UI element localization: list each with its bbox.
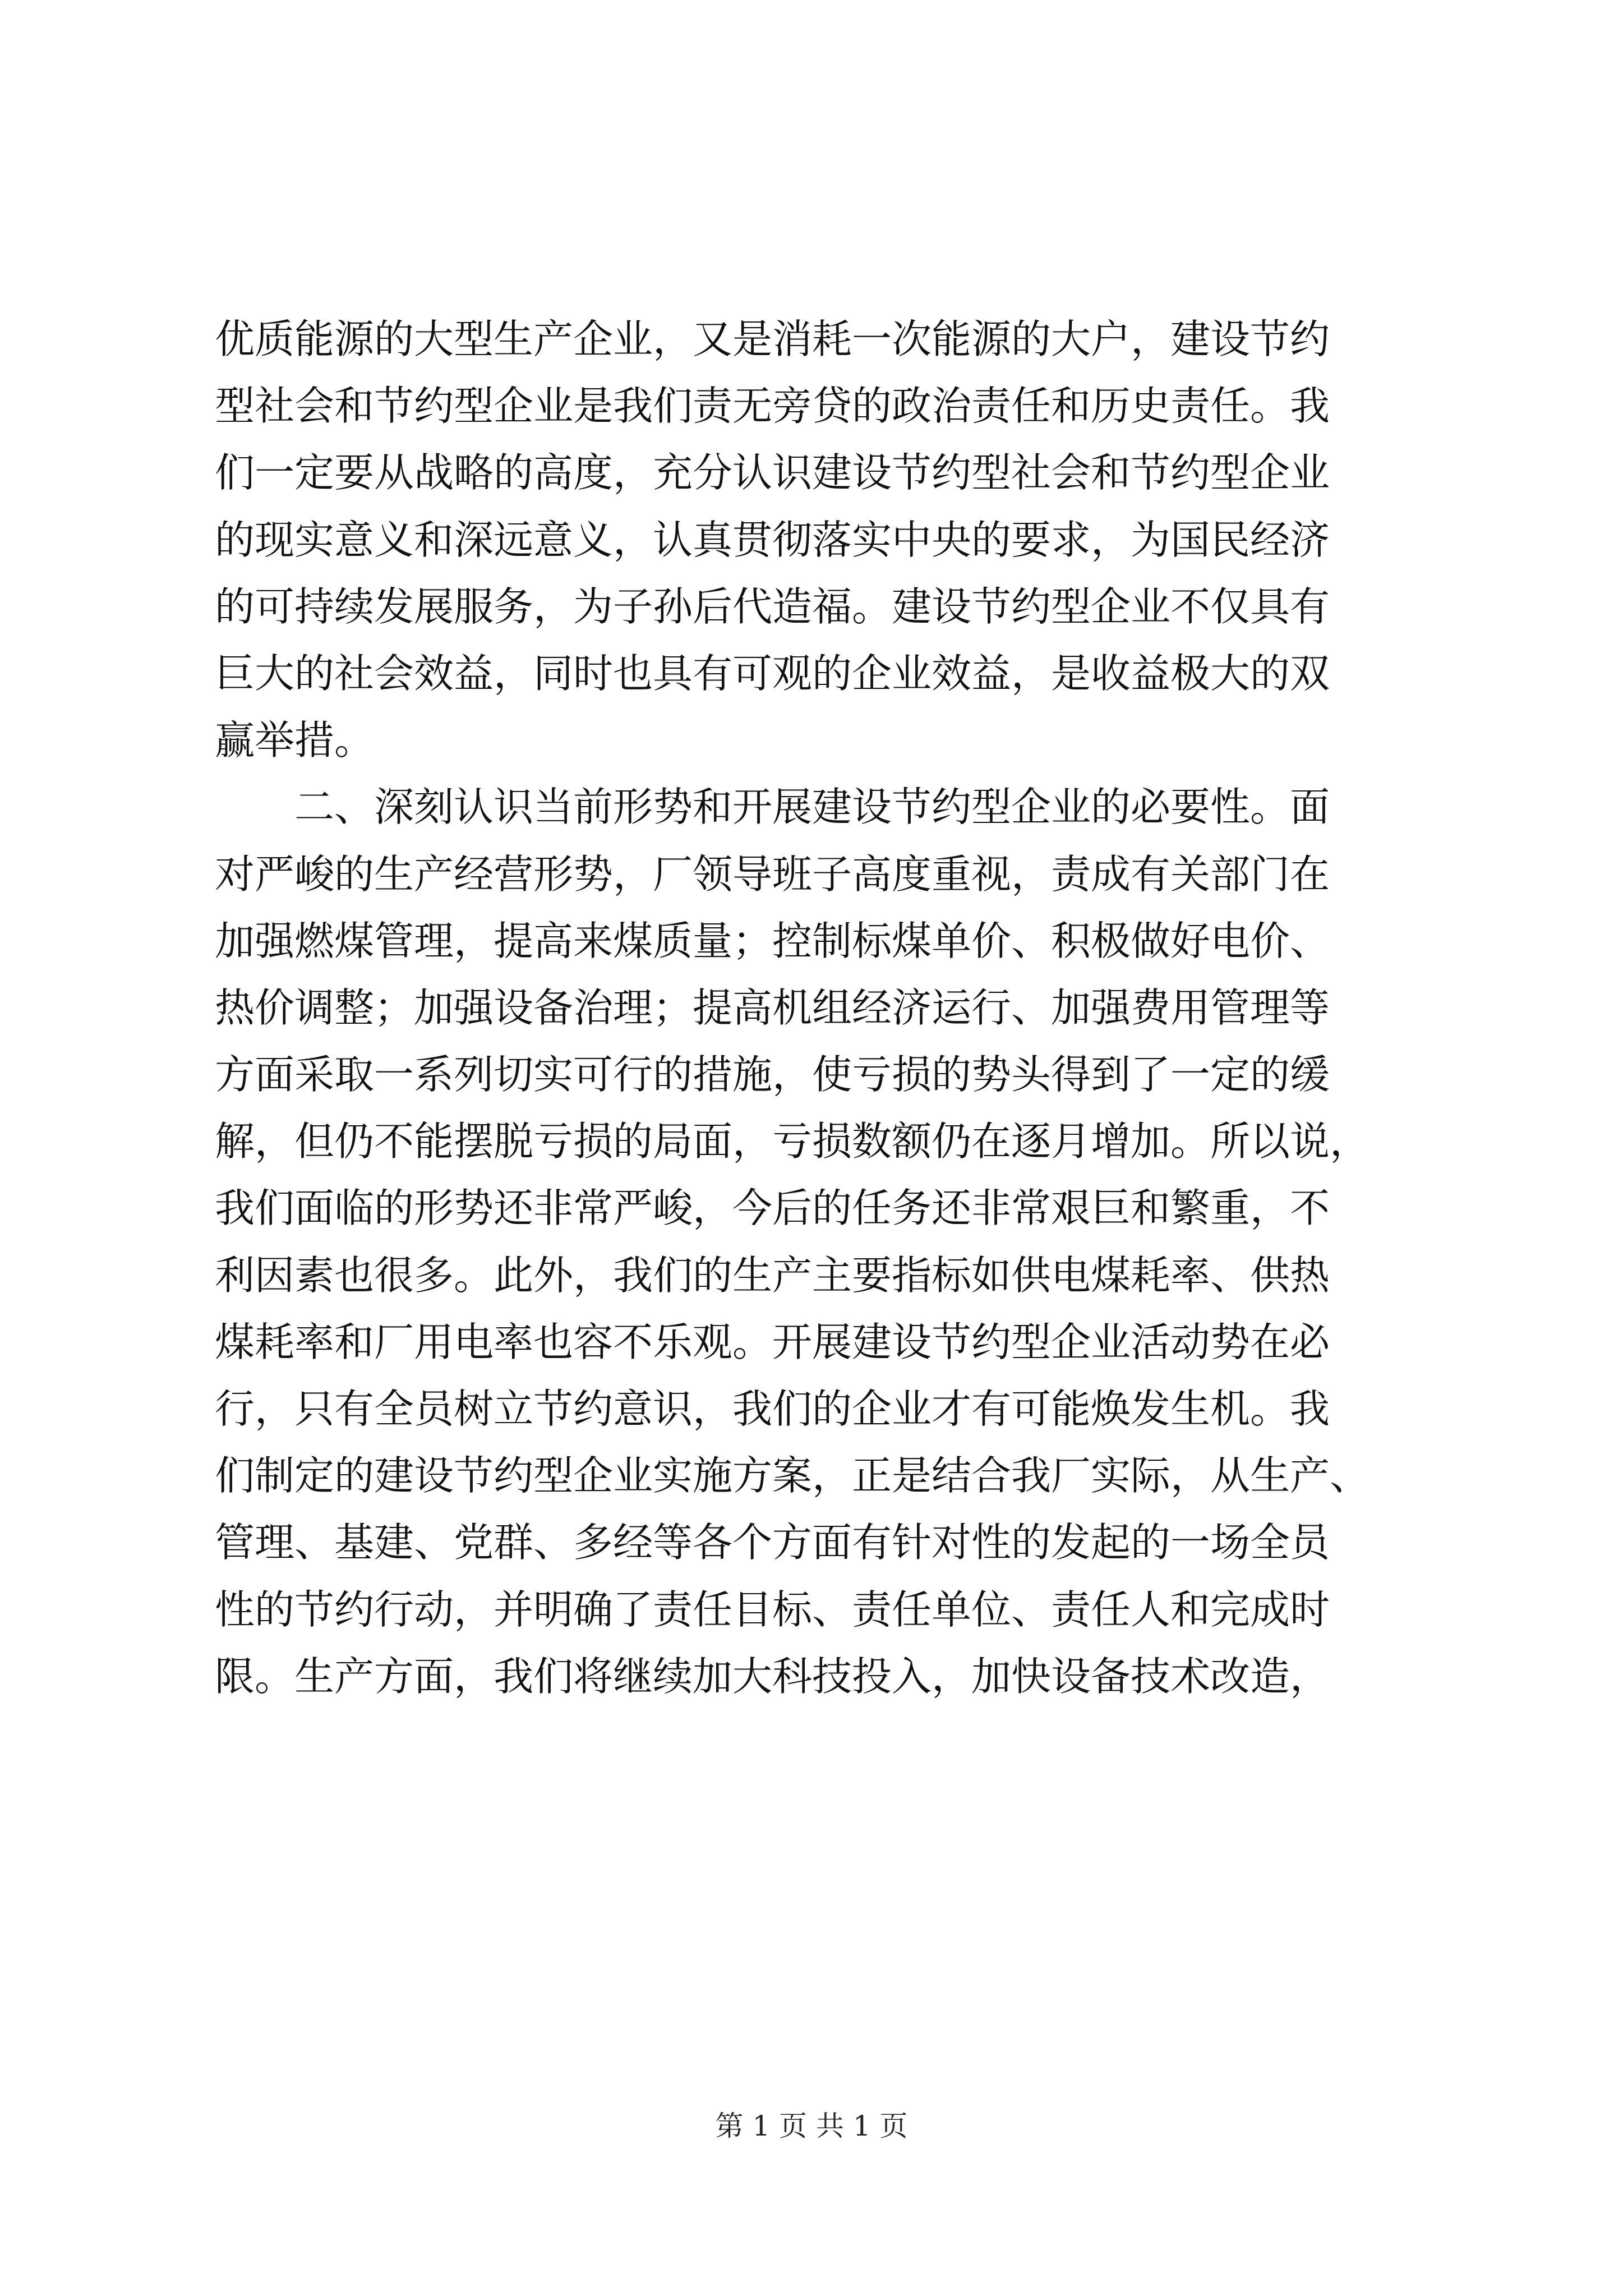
text-line: 解，但仍不能摆脱亏损的局面，亏损数额仍在逐月增加。所以说，: [215, 1118, 1370, 1165]
text-line: 热价调整；加强设备治理；提高机组经济运行、加强费用管理等: [215, 984, 1330, 1031]
text-line: 的现实意义和深远意义，认真贯彻落实中央的要求，为国民经济: [215, 516, 1330, 563]
text-line: 我们面临的形势还非常严峻，今后的任务还非常艰巨和繁重，不: [215, 1185, 1330, 1232]
text-line: 加强燃煤管理，提高来煤质量；控制标煤单价、积极做好电价、: [215, 917, 1330, 964]
text-line: 巨大的社会效益，同时也具有可观的企业效益，是收益极大的双: [215, 650, 1330, 697]
text-line: 方面采取一系列切实可行的措施，使亏损的势头得到了一定的缓: [215, 1051, 1330, 1098]
text-line: 管理、基建、党群、多经等各个方面有针对性的发起的一场全员: [215, 1519, 1330, 1566]
text-line: 型社会和节约型企业是我们责无旁贷的政治责任和历史责任。我: [215, 383, 1330, 430]
text-line: 二、深刻认识当前形势和开展建设节约型企业的必要性。面: [215, 784, 1330, 831]
text-line: 煤耗率和厂用电率也容不乐观。开展建设节约型企业活动势在必: [215, 1318, 1330, 1365]
text-line: 们一定要从战略的高度，充分认识建设节约型社会和节约型企业: [215, 449, 1330, 496]
text-line: 优质能源的大型生产企业，又是消耗一次能源的大户，建设节约: [215, 316, 1330, 362]
text-line: 限。生产方面，我们将继续加大科技投入，加快设备技术改造，: [215, 1653, 1330, 1700]
body-text: [215, 306, 1415, 1710]
page-footer: 第 1 页 共 1 页: [715, 2110, 908, 2142]
text-line: 行，只有全员树立节约意识，我们的企业才有可能焕发生机。我: [215, 1386, 1330, 1432]
text-line: 利因素也很多。此外，我们的生产主要指标如供电煤耗率、供热: [215, 1251, 1330, 1299]
text-line: 赢举措。: [215, 717, 375, 764]
text-line: 对严峻的生产经营形势，厂领导班子高度重视，责成有关部门在: [215, 850, 1330, 898]
text-line: 的可持续发展服务，为子孙后代造福。建设节约型企业不仅具有: [215, 583, 1330, 630]
text-line: 们制定的建设节约型企业实施方案，正是结合我厂实际，从生产、: [215, 1452, 1370, 1499]
text-line: 性的节约行动，并明确了责任目标、责任单位、责任人和完成时: [215, 1586, 1330, 1633]
